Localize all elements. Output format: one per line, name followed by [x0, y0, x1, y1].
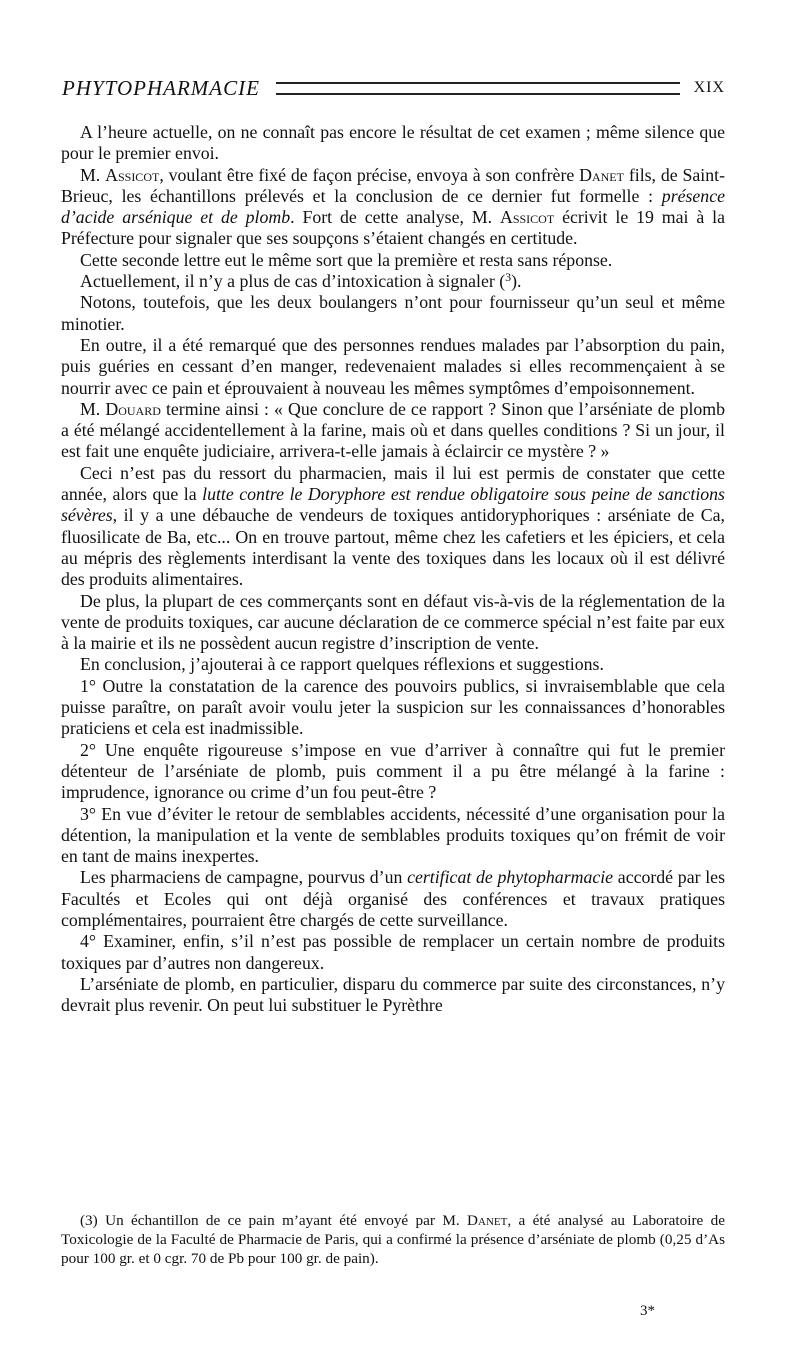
text-run: Ceci n’est pas du ressort du pharmacien, mais il lui est permis de constater que cette année, alors que la — [61, 462, 725, 505]
footnote-reference: 3 — [505, 270, 512, 285]
running-title: PHYTOPHARMACIE — [62, 75, 260, 100]
paragraph — [61, 463, 725, 591]
text-run: accordé par les Facultés et Ecoles qui ont déjà organisé des conférences et travaux pratiques complémentaires, pourraient être chargés de cette surveillance. — [61, 867, 725, 930]
author-name: Douard — [105, 398, 161, 419]
text-run: fils, de Saint-Brieuc, les échantillons prélevés et la conclusion de ce dernier fut formelle : — [61, 164, 725, 206]
text-run: Les pharmaciens de campagne, pourvus d’un — [80, 867, 408, 888]
paragraph: Notons, toutefois, que les deux boulangers n’ont pour fournisseur qu’un seul et même minotier. — [61, 292, 725, 334]
text-run: . Fort de cette analyse, M. — [290, 207, 500, 228]
text-run: , il y a une débauche de vendeurs de toxiques antidoryphoriques : arséniate de Ca, fluosilicate de Ba, etc... On en trouve partout, même chez les cafetiers et les épiciers, et cela au mépris des règlements interdisant la vente des toxiques dans les locaux où il est délivré des produits alimentaires. — [61, 505, 725, 590]
paragraph: L’arséniate de plomb, en particulier, disparu du commerce par suite des circonstances, n’y devrait plus revenir. On peut lui substituer le Pyrèthre — [61, 973, 725, 1016]
author-name: Assicot — [499, 207, 555, 228]
paragraph: 2° Une enquête rigoureuse s’impose en vue d’arriver à connaître qui fut le premier détenteur de l’arséniate de plomb, puis comment il a pu être mélangé à la farine : imprudence, ignorance ou crime d’un fou peut-être ? — [61, 739, 725, 803]
text-run: (3) Un échantillon de ce pain m’ayant été envoyé par M. — [80, 1212, 468, 1229]
footnote-text — [61, 1211, 725, 1268]
paragraph — [61, 399, 725, 463]
text-run: M. — [80, 398, 106, 419]
body-text — [61, 122, 725, 1016]
emphasis: lutte contre le Doryphore est rendue obligatoire sous peine de sanctions sévères — [61, 484, 725, 526]
paragraph — [61, 165, 725, 250]
header-double-rule — [276, 82, 680, 95]
paragraph: A l’heure actuelle, on ne connaît pas encore le résultat de cet examen ; même silence que pour le premier envoi. — [61, 122, 725, 164]
text-run: Actuellement, il n’y a plus de cas d’intoxication à signaler ( — [80, 271, 506, 292]
author-name: Danet — [579, 164, 624, 185]
text-run: , voulant être fixé de façon précise, envoya à son confrère — [159, 164, 580, 185]
paragraph: De plus, la plupart de ces commerçants sont en défaut vis-à-vis de la réglementation de la vente de produits toxiques, car aucune déclaration de ce commerce spécial n’est faite par eux à la mairie et ils ne possèdent aucun registre d’inscription de vente. — [61, 590, 725, 654]
text-run: termine ainsi : « Que conclure de ce rapport ? Sinon que l’arséniate de plomb a été mélangé accidentellement à la farine, mais où et dans quelles conditions ? Si un jour, il est fait une enquête judiciaire, arrivera-t-elle jamais à éclaircir ce mystère ? » — [61, 398, 726, 462]
signature-mark: 3* — [640, 1303, 655, 1319]
author-name: Danet — [467, 1212, 508, 1229]
text-run: M. — [80, 164, 106, 185]
footnote — [61, 1211, 725, 1268]
paragraph: En conclusion, j’ajouterai à ce rapport quelques réflexions et suggestions. — [80, 654, 604, 675]
paragraph: En outre, il a été remarqué que des personnes rendues malades par l’absorption du pain, puis guéries en cessant d’en manger, redevenaient malades si elles recommençaient à se nourrir avec ce pain et éprouvaient à nouveau les mêmes symptômes d’empoisonnement. — [61, 334, 725, 398]
paragraph: 3° En vue d’éviter le retour de semblables accidents, nécessité d’une organisation pour la détention, la manipulation et la vente de semblables produits toxiques qu’on frémit de voir en tant de mains inexpertes. — [61, 803, 725, 867]
text-run: ). — [511, 271, 522, 292]
emphasis: certificat de phytopharmacie — [407, 867, 614, 888]
paragraph — [61, 867, 725, 931]
paragraph: 1° Outre la constatation de la carence des pouvoirs publics, si invraisemblable que cela puisse paraître, on paraît avoir voulu jeter la suspicion sur les connaissances d’honorables praticiens et cela est inadmissible. — [61, 675, 725, 739]
text-run: , a été analysé au Laboratoire de Toxicologie de la Faculté de Pharmacie de Paris, qui a confirmé la présence d’arséniate de plomb (0,25 d’As pour 100 gr. et 0 cgr. 70 de Pb pour 100 gr. de pain). — [61, 1212, 725, 1267]
author-name: Assicot — [105, 164, 160, 185]
text-run: écrivit le 19 mai à la Préfecture pour signaler que ses soupçons s’étaient changés en certitude. — [61, 207, 725, 249]
running-header — [62, 70, 725, 106]
paragraph — [61, 271, 725, 292]
page-number: XIX — [693, 79, 725, 96]
paragraph: 4° Examiner, enfin, s’il n’est pas possible de remplacer un certain nombre de produits toxiques par d’autres non dangereux. — [61, 931, 725, 973]
paragraph: Cette seconde lettre eut le même sort que la première et resta sans réponse. — [80, 249, 613, 270]
emphasis: présence d’acide arsénique et de plomb — [61, 185, 725, 228]
